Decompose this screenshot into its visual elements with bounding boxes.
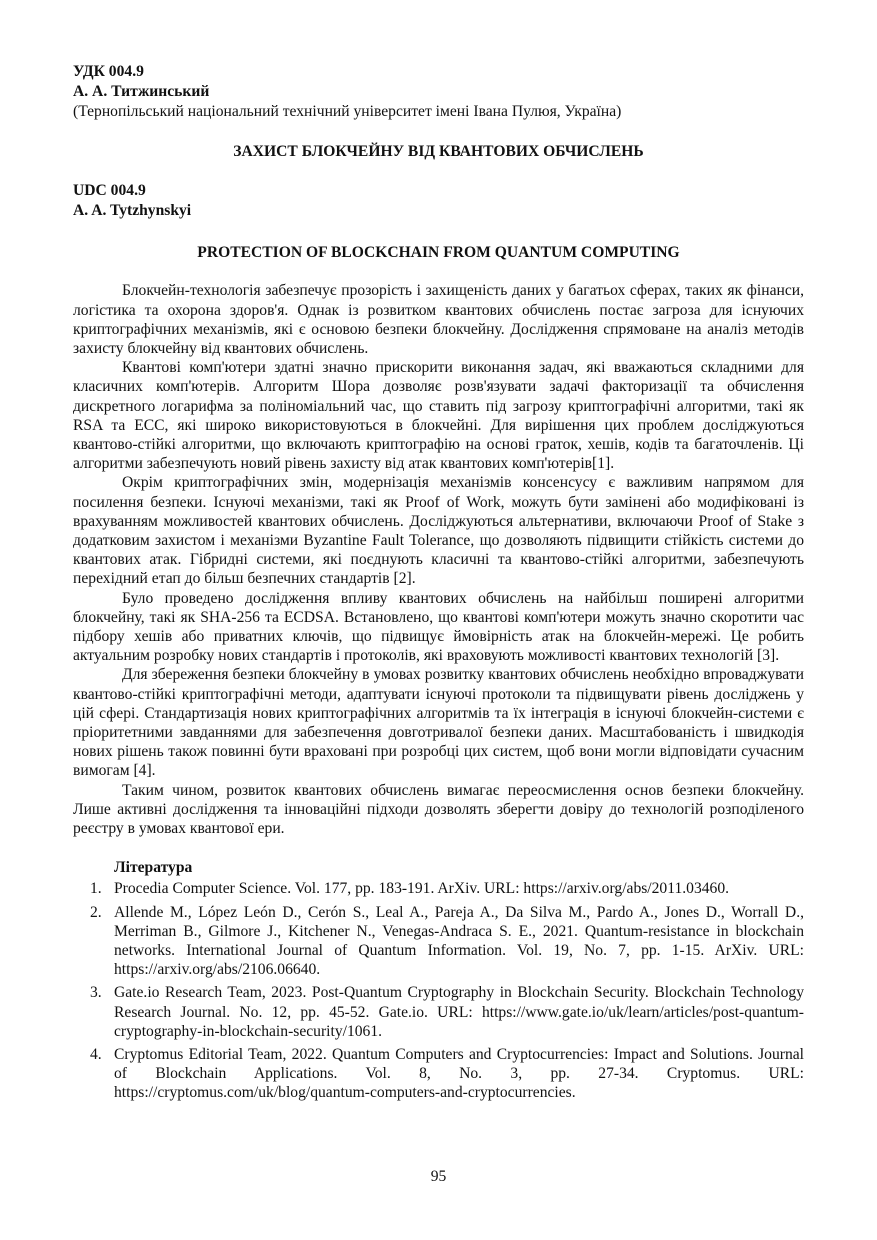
body-paragraph: Квантові комп'ютери здатні значно прискорити виконання задач, які вважаються складними для класичних комп'ютерів. Алгоритм Шора дозволяє розв'язувати задачі факторизації та обчислення дискретного логарифма за поліноміальний час, що ставить під загрозу криптографічні алгоритми, такі як RSA та ECC, які широко використовуються в блокчейні. Для вирішення цих проблем досліджуються квантово-стійкі алгоритми, що включають криптографію на основі граток, хешів, кодів та багаточленів. Ці алгоритми забезпечують новий рівень захисту від атак квантових комп'ютерів[1]. xyxy=(73,359,804,473)
reference-number: 2. xyxy=(90,903,102,921)
references-list xyxy=(73,879,804,1102)
reference-item xyxy=(73,903,804,980)
author-affiliation: (Тернопільський національний технічний університет імені Івана Пулюя, Україна) xyxy=(73,103,622,120)
reference-number: 4. xyxy=(90,1045,102,1063)
udc-code-uk: УДК 004.9 xyxy=(73,63,144,80)
body-paragraph: Окрім криптографічних змін, модернізація механізмів консенсусу є важливим напрямом для посилення безпеки. Існуючі механізми, такі як Proof of Work, можуть бути замінені або модифіковані із врахуванням можливостей квантових обчислень. Досліджуються альтернативи, включаючи Proof of Stake з додатковим захистом і механізми Byzantine Fault Tolerance, що дозволяють підвищити стійкість системи до квантових атак. Гібридні системи, які поєднують класичні та квантово-стійкі алгоритми, забезпечують перехідний етап до більш безпечних стандартів [2]. xyxy=(73,474,804,588)
paper-page xyxy=(73,62,804,1107)
reference-item xyxy=(73,879,804,898)
reference-number: 3. xyxy=(90,984,102,1002)
reference-item xyxy=(73,983,804,1041)
body-paragraph: Було проведено дослідження впливу квантових обчислень на найбільш поширені алгоритми блокчейну, такі як SHA-256 та ECDSA. Встановлено, що квантові комп'ютери можуть значно скоротити час підбору хешів або приватних ключів, що підвищує ймовірність атак на блокчейн-мережі. Це робить актуальним розробку нових стандартів і протоколів, які враховують можливості квантових технологій [3]. xyxy=(73,589,804,665)
author-name-uk: А. А. Титжинський xyxy=(73,83,210,100)
page-number: 95 xyxy=(430,1168,447,1185)
body-paragraph: Для збереження безпеки блокчейну в умовах розвитку квантових обчислень необхідно впроваджувати квантово-стійкі криптографічні методи, адаптувати існуючі протоколи та підвищувати рівень досліджень у цій сфері. Стандартизація нових криптографічних алгоритмів та їх інтеграція в існуючі блокчейн-системи є пріоритетними завданнями для забезпечення довготривалої безпеки даних. Масштабованість і швидкодія нових рішень також повинні бути враховані при розробці цих систем, щоб вони могли відповідати сучасним вимогам [4]. xyxy=(73,666,804,780)
reference-number: 1. xyxy=(90,880,102,898)
body-paragraph: Таким чином, розвиток квантових обчислень вимагає переосмислення основ безпеки блокчейну. Лише активні дослідження та інноваційні підходи дозволять зберегти довіру до технологій розподіленого реєстру в умовах квантової ери. xyxy=(73,781,804,838)
reference-text: Gate.io Research Team, 2023. Post-Quantum Cryptography in Blockchain Security. Blockchain Technology Research Journal. No. 12, pp. 45-52. Gate.io. URL: https://www.gate.io/uk/learn/articles/post-quantum-cryptography-in-blockchain-security/1061. xyxy=(114,984,804,1040)
reference-text: Cryptomus Editorial Team, 2022. Quantum Computers and Cryptocurrencies: Impact and Solutions. Journal of Blockchain Applications. Vol. 8, No. 3, pp. 27-34. Cryptomus. URL: https://cryptomus.com/uk/blog/quantum-computers-and-cryptocurrencies. xyxy=(114,1045,804,1102)
author-name-en: A. A. Tytzhynskyi xyxy=(73,202,192,220)
udc-code-en: UDC 004.9 xyxy=(73,182,146,200)
body-text xyxy=(73,281,804,838)
references-heading: Література xyxy=(114,859,193,877)
body-paragraph: Блокчейн-технологія забезпечує прозорість і захищеність даних у багатьох сферах, таких як фінанси, логістика та охорона здоров'я. Однак із розвитком квантових обчислень постає загроза для існуючих криптографічних механізмів, які є основою безпеки блокчейну. Дослідження спрямоване на аналіз методів захисту блокчейну від квантових обчислень. xyxy=(73,282,804,358)
reference-text: Allende M., López León D., Cerón S., Leal A., Pareja A., Da Silva M., Pardo A., Jones D., Worrall D., Merriman B., Gilmore J., Kitchener N., Venegas-Andraca S. E., 2021. Quantum-resistance in blockchain networks. International Journal of Quantum Information. Vol. 19, No. 7, pp. 1-15. ArXiv. URL: https://arxiv.org/abs/2106.06640. xyxy=(114,903,804,979)
reference-text: Procedia Computer Science. Vol. 177, pp. 183-191. ArXiv. URL: https://arxiv.org/abs/2011.03460. xyxy=(114,880,730,898)
paper-title-en: PROTECTION OF BLOCKCHAIN FROM QUANTUM COMPUTING xyxy=(197,244,680,262)
reference-item xyxy=(73,1045,804,1103)
paper-title-uk: ЗАХИСТ БЛОКЧЕЙНУ ВІД КВАНТОВИХ ОБЧИСЛЕНЬ xyxy=(233,143,644,160)
